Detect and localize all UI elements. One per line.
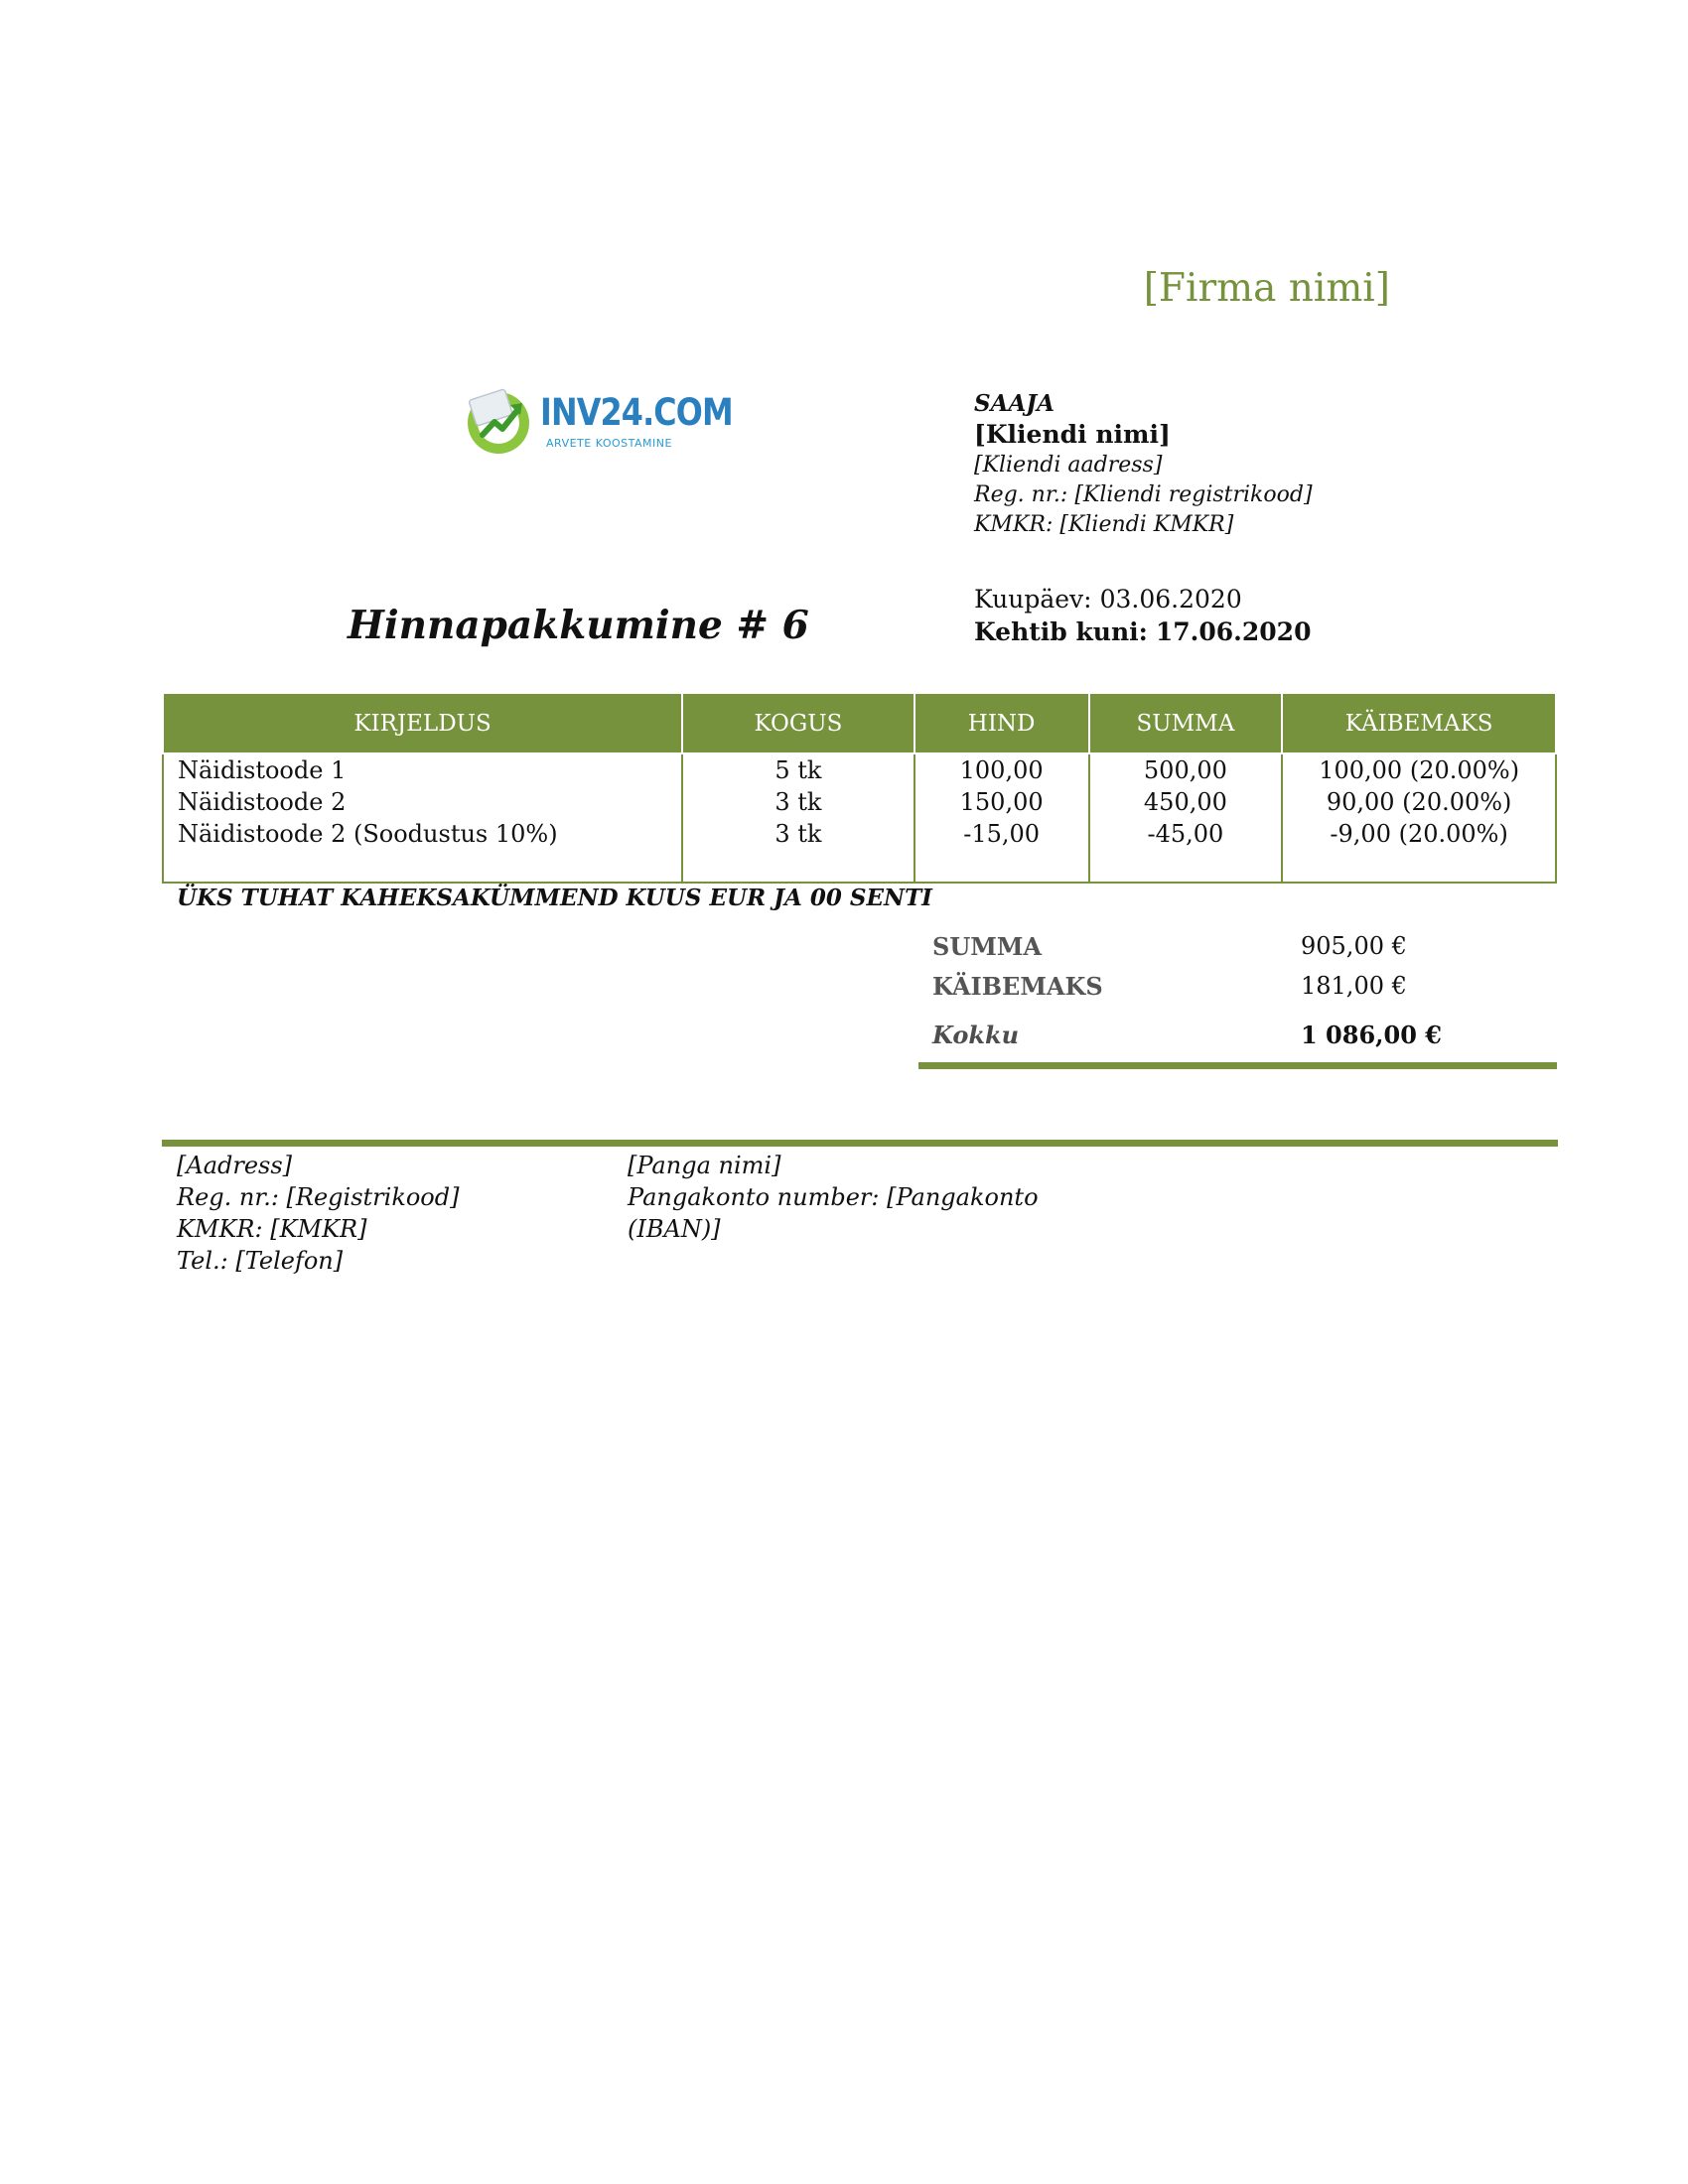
footer-company-info bbox=[177, 1150, 614, 1277]
footer-kmkr: KMKR: [KMKR] bbox=[177, 1215, 367, 1243]
cell-description: Näidistoode 2 bbox=[163, 786, 682, 818]
valid-until bbox=[974, 615, 1431, 648]
items-table bbox=[162, 692, 1557, 884]
cell-price: 100,00 bbox=[914, 753, 1089, 786]
table-row bbox=[163, 818, 1556, 850]
cell-price: 150,00 bbox=[914, 786, 1089, 818]
amount-in-words: ÜKS TUHAT KAHEKSAKÜMMEND KUUS EUR JA 00 SENTI bbox=[177, 885, 932, 911]
footer-bank-name: [Panga nimi] bbox=[628, 1152, 781, 1179]
cell-description: Näidistoode 1 bbox=[163, 753, 682, 786]
footer-bank-account-cont: (IBAN)] bbox=[628, 1215, 721, 1243]
cell-sum: -45,00 bbox=[1089, 818, 1283, 850]
recipient-heading: SAAJA bbox=[974, 390, 1055, 417]
footer-bank-info bbox=[628, 1150, 1064, 1245]
table-spacer-row bbox=[163, 850, 1556, 883]
date-label: Kuupäev: bbox=[974, 585, 1092, 614]
footer-reg-nr: Reg. nr.: [Registrikood] bbox=[177, 1183, 460, 1211]
cell-vat: -9,00 (20.00%) bbox=[1282, 818, 1556, 850]
table-header-row bbox=[163, 693, 1556, 753]
logo-icon bbox=[463, 385, 534, 457]
company-name: [Firma nimi] bbox=[1143, 266, 1390, 311]
cell-quantity: 3 tk bbox=[682, 786, 914, 818]
cell-description: Näidistoode 2 (Soodustus 10%) bbox=[163, 818, 682, 850]
vat-value: 181,00 € bbox=[1301, 972, 1407, 1000]
cell-price: -15,00 bbox=[914, 818, 1089, 850]
document-title: Hinnapakkumine # 6 bbox=[348, 603, 809, 648]
sum-label: SUMMA bbox=[932, 932, 1043, 961]
client-name: [Kliendi nimi] bbox=[974, 420, 1171, 449]
totals-sum-row bbox=[918, 932, 1557, 972]
total-value: 1 086,00 € bbox=[1301, 1021, 1442, 1049]
footer-address: [Aadress] bbox=[177, 1152, 293, 1179]
table-row bbox=[163, 753, 1556, 786]
recipient-block bbox=[974, 389, 1431, 540]
cell-quantity: 3 tk bbox=[682, 818, 914, 850]
totals-divider bbox=[918, 1062, 1557, 1069]
client-kmkr: KMKR: [Kliendi KMKR] bbox=[974, 512, 1234, 537]
totals-vat-row bbox=[918, 972, 1557, 1012]
dates-block bbox=[974, 583, 1431, 648]
logo-subtitle: ARVETE KOOSTAMINE bbox=[546, 437, 672, 450]
footer-phone: Tel.: [Telefon] bbox=[177, 1247, 344, 1275]
header-quantity: KOGUS bbox=[682, 693, 914, 753]
logo-wordmark: INV24.COM bbox=[540, 391, 733, 434]
footer-bank-account: Pangakonto number: [Pangakonto bbox=[628, 1183, 1039, 1211]
header-price: HIND bbox=[914, 693, 1089, 753]
totals-grand-row bbox=[918, 1021, 1557, 1060]
footer-divider bbox=[162, 1140, 1558, 1147]
cell-sum: 500,00 bbox=[1089, 753, 1283, 786]
totals-block bbox=[918, 932, 1557, 1069]
header-sum: SUMMA bbox=[1089, 693, 1283, 753]
client-reg-nr: Reg. nr.: [Kliendi registrikood] bbox=[974, 482, 1313, 507]
logo bbox=[463, 385, 733, 465]
total-label: Kokku bbox=[932, 1021, 1020, 1049]
header-vat: KÄIBEMAKS bbox=[1282, 693, 1556, 753]
table-row bbox=[163, 786, 1556, 818]
valid-value: 17.06.2020 bbox=[1155, 617, 1312, 646]
cell-vat: 90,00 (20.00%) bbox=[1282, 786, 1556, 818]
date-value: 03.06.2020 bbox=[1099, 585, 1242, 614]
cell-vat: 100,00 (20.00%) bbox=[1282, 753, 1556, 786]
header-description: KIRJELDUS bbox=[163, 693, 682, 753]
client-address: [Kliendi aadress] bbox=[974, 453, 1163, 478]
sum-value: 905,00 € bbox=[1301, 932, 1407, 960]
valid-label: Kehtib kuni: bbox=[974, 617, 1148, 646]
vat-label: KÄIBEMAKS bbox=[932, 972, 1103, 1001]
quote-date bbox=[974, 583, 1431, 615]
cell-quantity: 5 tk bbox=[682, 753, 914, 786]
cell-sum: 450,00 bbox=[1089, 786, 1283, 818]
